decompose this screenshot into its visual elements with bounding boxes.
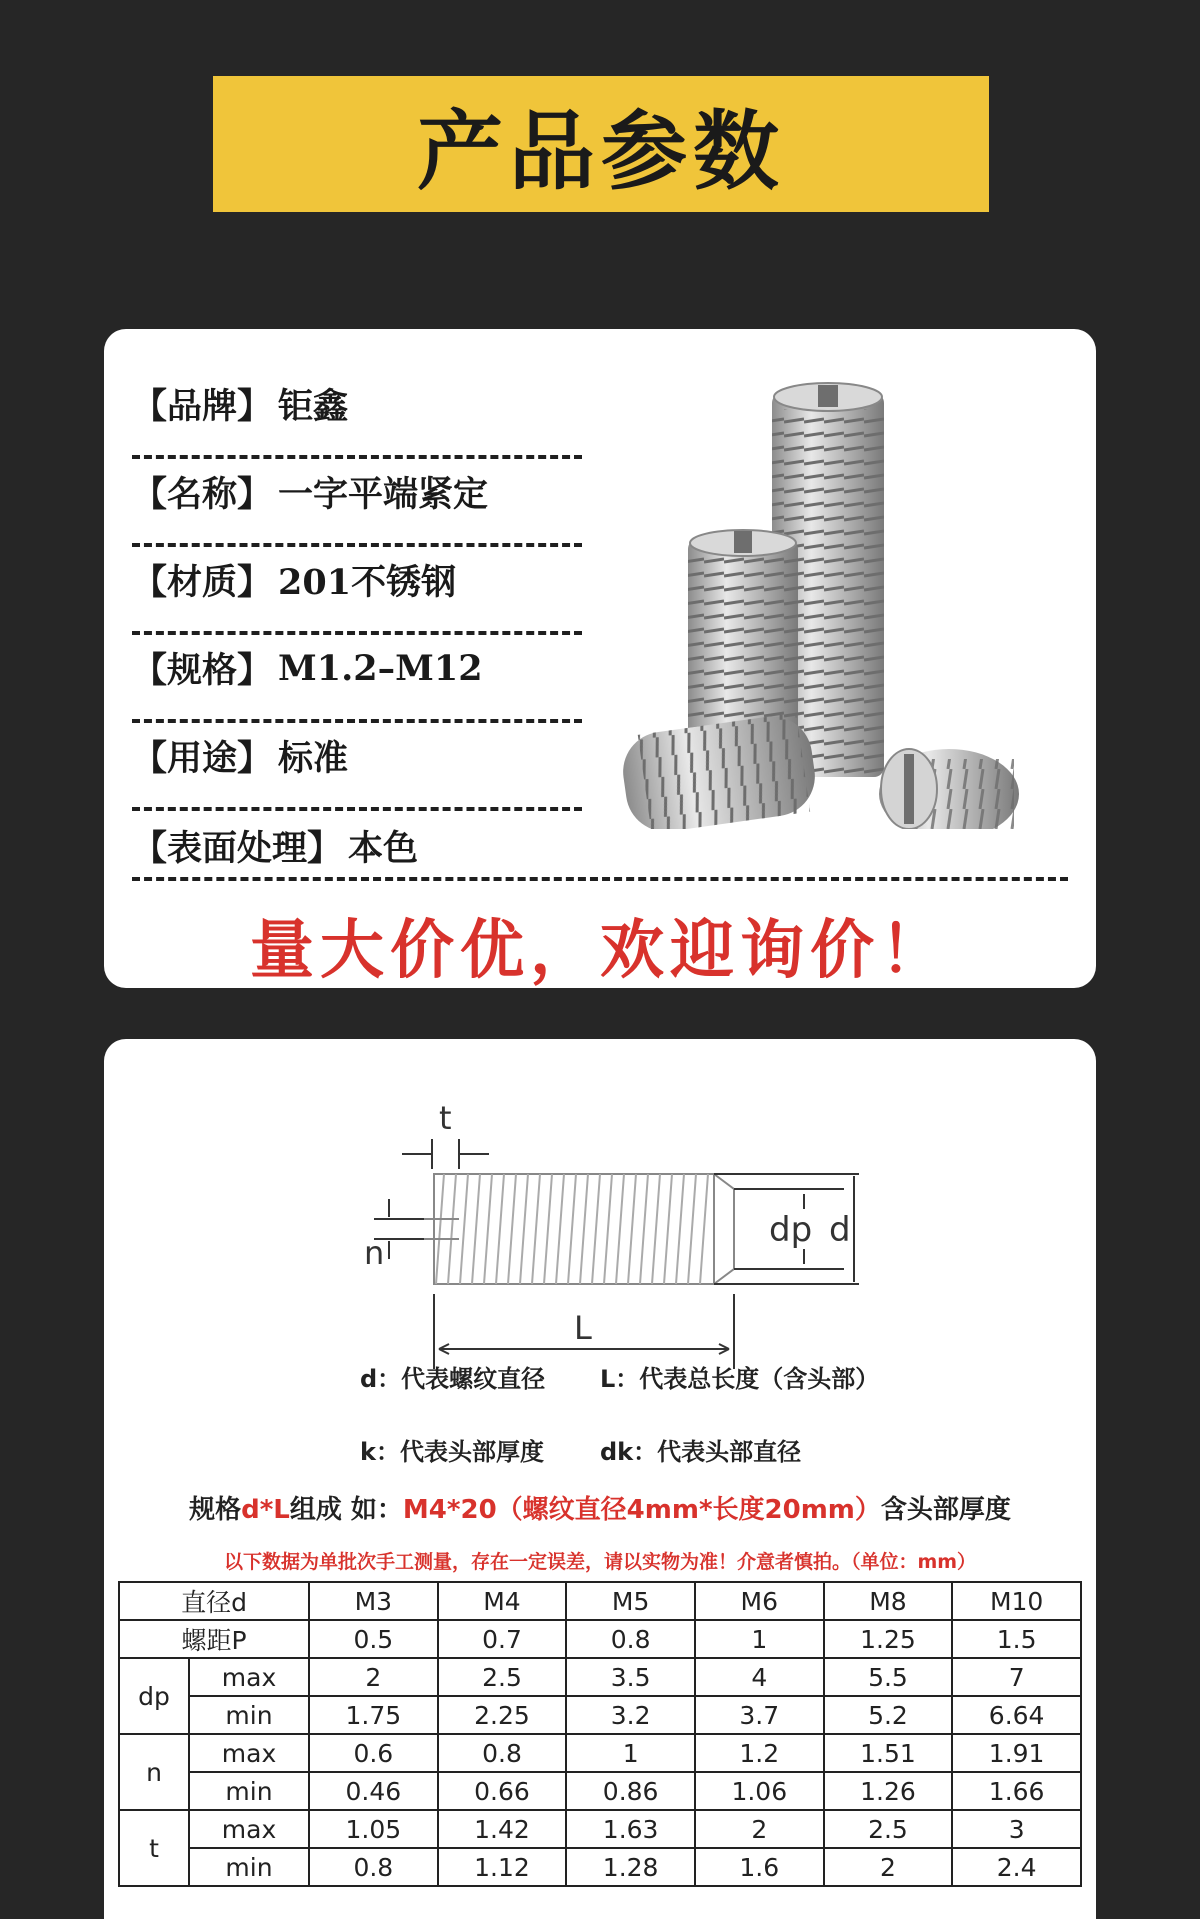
table-header-row — [119, 1582, 1081, 1620]
dimension-value: 1.2 — [695, 1734, 824, 1772]
dimension-value: 3.7 — [695, 1696, 824, 1734]
dimension-value: 0.66 — [438, 1772, 567, 1810]
dimension-value: 2.5 — [438, 1658, 567, 1696]
spec-row-size — [132, 635, 582, 723]
sub-label: min — [189, 1848, 309, 1886]
title-banner — [213, 76, 989, 212]
disclaimer: 以下数据为单批次手工测量，存在一定误差，请以实物为准！介意者慎拍。（单位：mm） — [223, 1551, 977, 1573]
size-header: M10 — [952, 1582, 1081, 1620]
dimension-value: 1.66 — [952, 1772, 1081, 1810]
spec-row-brand — [132, 371, 582, 459]
dimension-value: 6.64 — [952, 1696, 1081, 1734]
legend-dk: dk：代表头部直径 — [600, 1438, 802, 1466]
pitch-value: 0.8 — [566, 1620, 695, 1658]
screw-diagram — [284, 1059, 984, 1379]
dimension-value: 1.42 — [438, 1810, 567, 1848]
dimension-value: 1.91 — [952, 1734, 1081, 1772]
label-L: L — [574, 1309, 592, 1347]
size-header: M4 — [438, 1582, 567, 1620]
pitch-value: 1.5 — [952, 1620, 1081, 1658]
page-title: 产品参数 — [417, 101, 785, 202]
dimension-value: 2.25 — [438, 1696, 567, 1734]
spec-label: 【品牌】 — [132, 386, 273, 427]
pitch-label: 螺距P — [119, 1620, 309, 1658]
spec-label: 【表面处理】 — [132, 828, 343, 869]
size-header: M8 — [824, 1582, 953, 1620]
spec-note-middle: 组成 如： — [289, 1495, 403, 1525]
dimension-value: 1.12 — [438, 1848, 567, 1886]
table-row — [119, 1734, 1081, 1772]
dimension-value: 1.26 — [824, 1772, 953, 1810]
dimension-value: 5.2 — [824, 1696, 953, 1734]
pitch-value: 0.5 — [309, 1620, 438, 1658]
diameter-label: 直径d — [119, 1582, 309, 1620]
dimension-value: 4 — [695, 1658, 824, 1696]
legend-k: k：代表头部厚度 — [360, 1438, 544, 1466]
spec-value: M1.2–M12 — [278, 647, 483, 689]
spec-note — [104, 1489, 1096, 1526]
dimension-value: 5.5 — [824, 1658, 953, 1696]
dimension-value: 2.5 — [824, 1810, 953, 1848]
dimension-value: 0.6 — [309, 1734, 438, 1772]
dimension-value: 1.06 — [695, 1772, 824, 1810]
label-dp: dp — [769, 1210, 813, 1250]
table-row — [119, 1620, 1081, 1658]
spec-label: 【材质】 — [132, 562, 273, 603]
label-t: t — [439, 1099, 452, 1137]
spec-value: 钜鑫 — [278, 386, 349, 427]
table-row — [119, 1848, 1081, 1886]
sub-label: max — [189, 1658, 309, 1696]
product-photo — [604, 369, 1074, 829]
table-row — [119, 1772, 1081, 1810]
dimension-value: 2 — [824, 1848, 953, 1886]
dimension-value: 3.5 — [566, 1658, 695, 1696]
group-label: n — [119, 1734, 189, 1810]
sub-label: max — [189, 1734, 309, 1772]
sub-label: min — [189, 1696, 309, 1734]
spec-list — [132, 371, 582, 899]
spec-value: 本色 — [348, 828, 419, 869]
spec-card — [104, 329, 1096, 988]
spec-note-formula: d*L — [241, 1495, 290, 1525]
dimension-value: 0.8 — [438, 1734, 567, 1772]
spec-note-suffix: 含头部厚度 — [880, 1495, 1011, 1525]
dimension-value: 0.86 — [566, 1772, 695, 1810]
group-label: t — [119, 1810, 189, 1886]
size-header: M5 — [566, 1582, 695, 1620]
dimension-value: 3.2 — [566, 1696, 695, 1734]
sub-label: max — [189, 1810, 309, 1848]
spec-label: 【规格】 — [132, 650, 273, 691]
pitch-value: 1 — [695, 1620, 824, 1658]
dimension-value: 2 — [695, 1810, 824, 1848]
spec-note-prefix: 规格 — [189, 1495, 242, 1525]
dimension-value: 2 — [309, 1658, 438, 1696]
dimension-value: 1.6 — [695, 1848, 824, 1886]
pitch-value: 0.7 — [438, 1620, 567, 1658]
spec-value: 标准 — [278, 738, 349, 779]
dimension-value: 3 — [952, 1810, 1081, 1848]
dimension-value: 2.4 — [952, 1848, 1081, 1886]
dimension-value: 7 — [952, 1658, 1081, 1696]
spec-row-name — [132, 459, 582, 547]
label-n: n — [364, 1234, 385, 1272]
dimension-value: 0.8 — [309, 1848, 438, 1886]
dimension-value: 1.75 — [309, 1696, 438, 1734]
spec-label: 【用途】 — [132, 738, 273, 779]
dimension-value: 1.28 — [566, 1848, 695, 1886]
group-label: dp — [119, 1658, 189, 1734]
table-row — [119, 1696, 1081, 1734]
spec-label: 【名称】 — [132, 474, 273, 515]
pitch-value: 1.25 — [824, 1620, 953, 1658]
size-header: M6 — [695, 1582, 824, 1620]
dimension-card — [104, 1039, 1096, 1919]
table-row — [119, 1810, 1081, 1848]
legend-d: d：代表螺纹直径 — [360, 1365, 546, 1393]
spec-note-example: M4*20（螺纹直径4mm*长度20mm） — [402, 1495, 881, 1525]
label-d: d — [829, 1210, 851, 1250]
dimension-table — [118, 1581, 1082, 1887]
spec-row-finish — [132, 811, 582, 899]
spec-value: 一字平端紧定 — [278, 474, 489, 515]
spec-row-usage — [132, 723, 582, 811]
legend-L: L：代表总长度（含头部） — [600, 1365, 880, 1393]
sub-label: min — [189, 1772, 309, 1810]
size-header: M3 — [309, 1582, 438, 1620]
dimension-value: 0.46 — [309, 1772, 438, 1810]
dimension-value: 1.63 — [566, 1810, 695, 1848]
dimension-value: 1.51 — [824, 1734, 953, 1772]
dimension-value: 1.05 — [309, 1810, 438, 1848]
table-row — [119, 1658, 1081, 1696]
promo-text: 量大价优，欢迎询价！ — [250, 914, 950, 988]
spec-row-material — [132, 547, 582, 635]
dimension-value: 1 — [566, 1734, 695, 1772]
divider — [132, 877, 1068, 881]
thread-lines — [436, 1174, 708, 1284]
spec-value: 201不锈钢 — [278, 562, 457, 603]
